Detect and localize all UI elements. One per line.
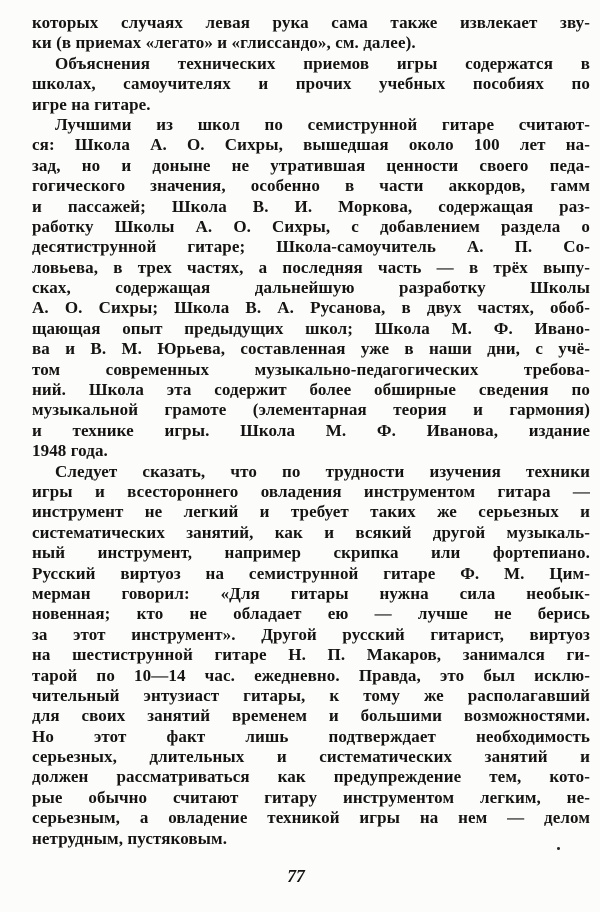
text-line: тарой по 10—14 час. ежедневно. Правда, это был исклю- [32,665,590,685]
text-line: мерман говорил: «Для гитары нужна сила необык- [32,583,590,603]
text-line: и технике игры. Школа М. Ф. Иванова, издание [32,420,590,440]
text-line: серьезных, длительных и систематических занятий и [32,747,590,767]
paragraph [32,115,590,462]
text-line: нетрудным, пустяковым. [32,828,228,848]
text-line: чительный энтузиаст гитары, к тому же располагавший [32,685,590,705]
page-text [32,13,590,849]
text-line: на шестиструнной гитаре Н. П. Макаров, занимался ги- [32,645,590,665]
text-line: музыкальной грамоте (элементарная теория и гармония) [32,400,590,420]
text-line: гогического значения, особенно в части аккордов, гамм [32,176,590,196]
text-line: ний. Школа эта содержит более обширные сведения по [32,380,590,400]
text-line: ловьева, в трех частях, а последняя часть — в трёх выпу- [32,257,590,277]
text-line: щающая опыт предыдущих школ; Школа М. Ф. Ивано- [32,318,590,338]
text-line: 1948 года. [32,441,108,461]
text-line: ный инструмент, например скрипка или фортепиано. [32,543,590,563]
text-line: игры и всестороннего овладения инструментом гитара — [32,481,590,501]
text-line: том современных музыкально-педагогических требова- [32,359,590,379]
text-line: и пассажей; Школа В. И. Моркова, содержащая раз- [32,196,590,216]
text-line: серьезным, а овладение техникой игры на нем — делом [32,808,590,828]
text-line: ва и В. М. Юрьева, составленная уже в наши дни, с учё- [32,339,590,359]
scan-artifact-dot [557,847,560,850]
text-line: Русский виртуоз на семиструнной гитаре Ф. М. Цим- [32,563,590,583]
text-line: школах, самоучителях и прочих учебных пособиях по [32,74,590,94]
paragraph [32,54,590,115]
text-line: ся: Школа А. О. Сихры, вышедшая около 100 лет на- [32,135,590,155]
text-line: должен рассматриваться как предупреждение тем, кото- [32,767,590,787]
text-line: А. О. Сихры; Школа В. А. Русанова, в двух частях, обоб- [32,298,590,318]
paragraph [32,462,590,849]
text-line: зад, но и доныне не утратившая ценности своего педа- [32,155,590,175]
text-line: для своих занятий временем и большими возможностями. [32,706,590,726]
text-line: игре на гитаре. [32,94,151,114]
text-line: Но этот факт лишь подтверждает необходимость [32,726,590,746]
text-line: новенная; кто не обладает ею — лучше не берись [32,604,590,624]
page-number: 77 [287,866,305,886]
paragraph [32,13,590,54]
text-line: систематических занятий, как и всякий другой музыкаль- [32,522,590,542]
text-line: рые обычно считают гитару инструментом легким, не- [32,787,590,807]
text-line: десятиструнной гитаре; Школа-самоучитель А. П. Со- [32,237,590,257]
text-line: Лучшими из школ по семиструнной гитаре считают- [55,114,590,134]
text-line: инструмент не легкий и требует таких же серьезных и [32,502,590,522]
text-line: за этот инструмент». Другой русский гитарист, виртуоз [32,624,590,644]
text-line: ки (в приемах «легато» и «глиссандо», см. далее). [32,33,416,53]
text-line: сках, содержащая дальнейшую разработку Школы [32,278,590,298]
text-line: работку Школы А. О. Сихры, с добавлением раздела о [32,216,590,236]
text-line: которых случаях левая рука сама также извлекает зву- [32,13,590,32]
text-line: Объяснения технических приемов игры содержатся в [55,53,590,73]
text-line: Следует сказать, что по трудности изучения техники [55,461,590,481]
